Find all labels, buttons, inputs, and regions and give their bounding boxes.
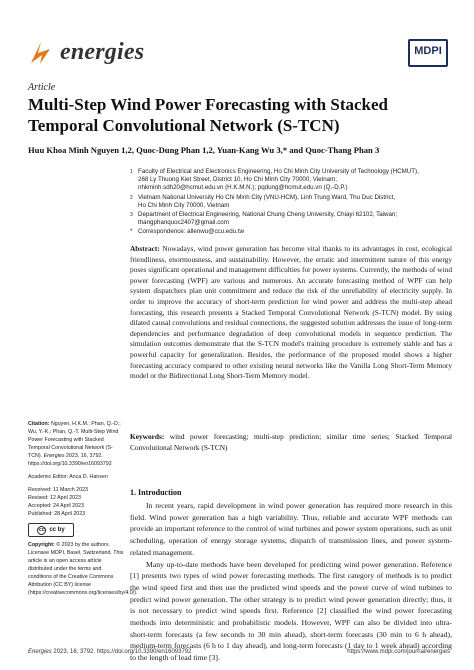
cc-icon: cc	[39, 526, 45, 533]
cc-by-license-badge[interactable]	[28, 523, 74, 537]
paragraph: In recent years, rapid development in wind power generation has required more research in this field. Wind power generation has a high variability. Thus, reliable and accurate WPF methods can provide an important reference to the control of wind turbines and power system operations, such as unit scheduling, operation of energy storage systems, dispatch of transmission lines, and power system-related management.	[130, 501, 452, 557]
abstract-label: Abstract:	[130, 244, 160, 253]
affiliation-1: 1 Faculty of Electrical and Electronics Engineering, Ho Chi Minh City University of Technology (HCMUT), 268 Ly Thuong Kiet Street, District 10, Ho Chi Minh City 70000, Vietnam; nhkminh.sdh20@hcmut.edu.vn (H.K.M.N.); pqdung@hcmut.edu.vn (Q.-D.P.)	[130, 168, 419, 192]
correspondence: * Correspondence: allenwu@ccu.edu.tw	[130, 228, 245, 236]
article-title: Multi-Step Wind Power Forecasting with Stacked Temporal Convolutional Network (S-TCN)	[28, 95, 388, 135]
date-published: Published: 28 April 2023	[28, 511, 86, 517]
cc-badge-label: cc by	[49, 527, 65, 533]
energies-logo-icon	[28, 39, 54, 67]
copyright-block: Copyright: © 2023 by the authors. Licensee MDPI, Basel, Switzerland. This article is an open access article distributed under the terms and conditions of the Creative Commons Attribution (CC BY) license (https://creativecommons.org/licenses/by/4.0/).	[28, 542, 138, 596]
journal-name: energies	[60, 39, 145, 65]
page-footer	[28, 649, 450, 655]
affiliations	[130, 168, 450, 237]
footer-journal-link[interactable]: https://www.mdpi.com/journal/energies	[347, 649, 450, 655]
date-revised: Revised: 12 April 2023	[28, 495, 82, 501]
journal-header	[28, 37, 448, 71]
affiliation-3: 3 Department of Electrical Engineering, National Chung Cheng University, Chiayi 62102, Taiwan; thangphanquoc2407@gmail.com	[130, 211, 398, 227]
mdpi-logo[interactable]	[408, 39, 448, 67]
date-received: Received: 11 March 2023	[28, 487, 88, 493]
keywords	[130, 432, 452, 453]
correspondence-email[interactable]: Correspondence: allenwu@ccu.edu.tw	[138, 228, 245, 236]
article-sidebar	[28, 420, 138, 602]
footer-citation: Energies 2023, 16, 3792. https://doi.org/10.3390/en16093792	[28, 649, 192, 655]
keywords-label: Keywords:	[130, 432, 165, 441]
mdpi-logo-text: MDPI	[414, 45, 442, 57]
section-heading: 1. Introduction	[130, 488, 182, 497]
dates-block	[28, 486, 124, 518]
author-list: Huu Khoa Minh Nguyen 1,2, Quoc-Dung Phan 1,2, Yuan-Kang Wu 3,* and Quoc-Thang Phan 3	[28, 145, 380, 155]
keywords-text: wind power forecasting; multi-step prediction; similar time series; Stacked Temporal Convolutional Network (S-TCN)	[130, 432, 452, 452]
citation-doi-link[interactable]: 2023, 16, 3792. https://doi.org/10.3390/en16093792	[28, 453, 112, 467]
affiliation-2: 2 Vietnam National University Ho Chi Minh City (VNU-HCM), Linh Trung Ward, Thu Duc District, Ho Chi Minh City 70000, Vietnam	[130, 193, 396, 209]
abstract-text: Nowadays, wind power generation has become vital thanks to its advantages in cost, ecological friendliness, enormousness, and sustainability. However, the erratic and intermittent nature of this energy poses significant operational and management difficulties for power systems. Currently, the methods of wind power forecasting (WPF) are various and numerous. An accurate forecasting method of WPF can help system dispatchers plan unit commitment and reduce the risk of the unreliability of electricity supply. In order to improve the accuracy of short-term prediction for wind power and address the multi-step ahead forecasting, this research presents a Stacked Temporal Convolutional Network (S-TCN) model. By using dilated causal convolutions and residual connections, the suggested solution addresses the issue of long-term dependencies and performance degradation of deep convolutional models in sequence prediction. The simulation outcomes demonstrate that the S-TCN model's training procedure is extremely stable and has a powerful capacity for generalization. Besides, the performance of the proposed model shows a higher forecasting accuracy compared to other existing neural networks like the Vanilla Long Short-Term Memory model or the Bidirectional Long Short-Term Memory model.	[130, 244, 452, 381]
academic-editor: Academic Editor: Anca D. Hansen	[28, 474, 108, 480]
abstract	[130, 244, 452, 382]
article-type: Article	[28, 82, 56, 93]
citation-block: Citation: Nguyen, H.K.M.; Phan, Q.-D.; Wu, Y.-K.; Phan, Q.-T. Multi-Step Wind Power Forecasting with Stacked Temporal Convolutional Network (S-TCN). Energies 2023, 16, 3792. https://doi.org/10.3390/en16093792	[28, 421, 121, 467]
date-accepted: Accepted: 24 April 2023	[28, 503, 84, 509]
section-body	[130, 500, 452, 664]
paragraph: Many up-to-date methods have been developed for predicting wind power generation. Reference [1] presents two types of wind power forecasting methods. The first category of methods is to predict the wind speed first and then use the predicted wind speeds and the power curve of wind turbines to predict wind power generation. The other strategy is to predict wind power generation directly; thus, it is not necessary to predict wind speeds first. Reference [2] classified the wind power forecasting methods into deterministic and probabilistic models. However, WPF can also be divided into ultra-short-term forecasts (a few seconds to 30 min ahead), short-term forecasts (30 min to 6 h ahead), medium-term forecasts (6 h to 1 day ahead), and long-term forecasts (1 day to 1 week ahead) according to the length of lead time [3].	[130, 559, 452, 663]
